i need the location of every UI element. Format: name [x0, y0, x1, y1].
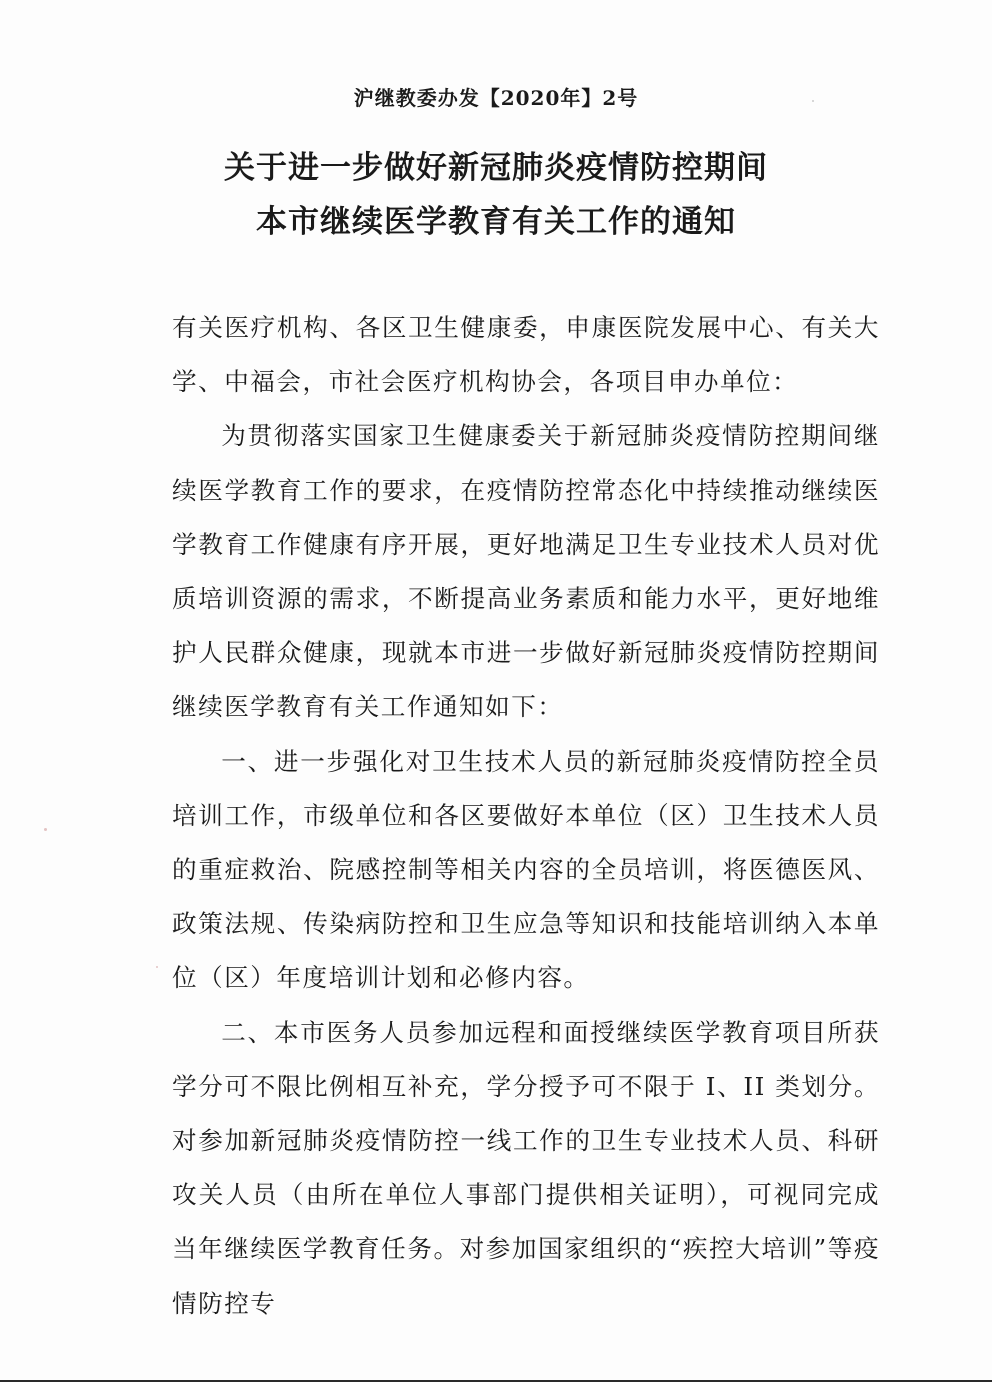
- scan-speck: [812, 100, 814, 102]
- body-paragraph-item-2: 二、本市医务人员参加远程和面授继续医学教育项目所获学分可不限比例相互补充，学分授予可不限于 I、II 类划分。对参加新冠肺炎疫情防控一线工作的卫生专业技术人员、科研攻关人员（由所在单位人事部门提供相关证明），可视同完成当年继续医学教育任务。对参加国家组织的“疾控大培训”等疫情防控专: [172, 1017, 880, 1318]
- document-title-line-2: 本市继续医学教育有关工作的通知: [256, 204, 736, 240]
- document-number: 沪继教委办发【2020年】2号: [353, 86, 639, 110]
- document-body: [172, 301, 880, 1331]
- addressee-paragraph: 有关医疗机构、各区卫生健康委，申康医院发展中心、有关大学、中福会，市社会医疗机构协会，各项目申办单位：: [172, 313, 880, 397]
- body-paragraph-intro: 为贯彻落实国家卫生健康委关于新冠肺炎疫情防控期间继续医学教育工作的要求，在疫情防控常态化中持续推动继续医学教育工作健康有序开展，更好地满足卫生专业技术人员对优质培训资源的需求，不断提高业务素质和能力水平，更好地维护人民群众健康，现就本市进一步做好新冠肺炎疫情防控期间继续医学教育有关工作通知如下：: [172, 421, 880, 722]
- scan-speck: [156, 966, 158, 968]
- document-title-line-1: 关于进一步做好新冠肺炎疫情防控期间: [224, 150, 768, 186]
- scan-speck: [44, 828, 47, 831]
- body-paragraph-item-1: 一、进一步强化对卫生技术人员的新冠肺炎疫情防控全员培训工作，市级单位和各区要做好本单位（区）卫生技术人员的重症救治、院感控制等相关内容的全员培训，将医德医风、政策法规、传染病防控和卫生应急等知识和技能培训纳入本单位（区）年度培训计划和必修内容。: [172, 746, 880, 993]
